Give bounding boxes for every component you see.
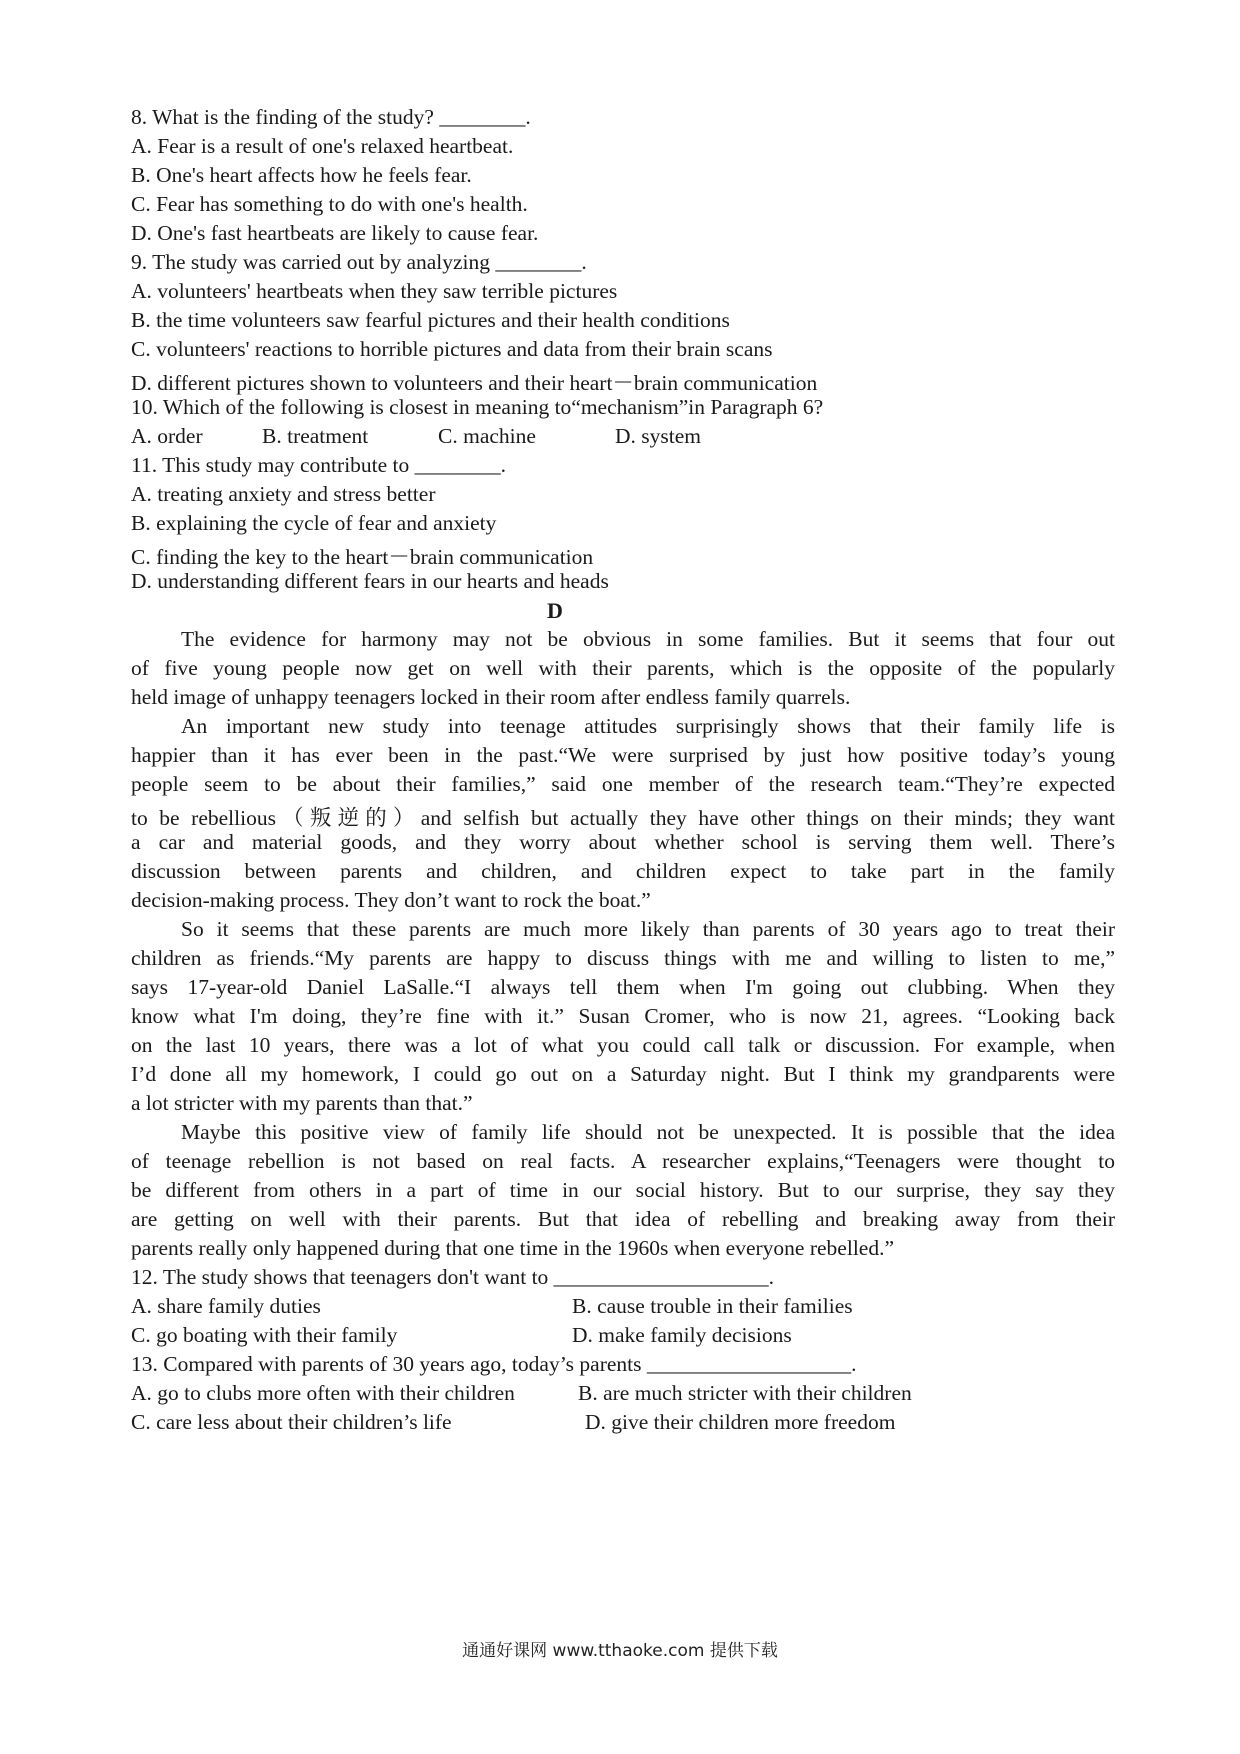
question-8-option-b: B. One's heart affects how he feels fear. bbox=[131, 163, 472, 187]
paragraph-2-line: An important new study into teenage attitudes surprisingly shows that their family life is bbox=[181, 714, 1115, 738]
paragraph-2-line: decision-making process. They don’t want to rock the boat.” bbox=[131, 888, 651, 912]
paragraph-1-line: of five young people now get on well with their parents, which is the opposite of the popularly bbox=[131, 656, 1115, 680]
paragraph-2-line: a car and material goods, and they worry about whether school is serving them well. There’s bbox=[131, 830, 1115, 854]
question-10-stem: 10. Which of the following is closest in meaning to“mechanism”in Paragraph 6? bbox=[131, 395, 824, 419]
paragraph-4-line: be different from others in a part of time in our social history. But to our surprise, they say they bbox=[131, 1178, 1115, 1202]
paragraph-4-line: Maybe this positive view of family life should not be unexpected. It is possible that the idea bbox=[181, 1120, 1115, 1144]
paragraph-3-line: know what I'm doing, they’re fine with it.” Susan Cromer, who is now 21, agrees. “Looking back bbox=[131, 1004, 1115, 1028]
paragraph-2-line: happier than it has ever been in the past.“We were surprised by just how positive today’s young bbox=[131, 743, 1115, 767]
question-10-option-c: C. machine bbox=[438, 424, 536, 448]
question-9-option-a: A. volunteers' heartbeats when they saw terrible pictures bbox=[131, 279, 618, 303]
paragraph-3-line: children as friends.“My parents are happy to discuss things with me and willing to listen to me,” bbox=[131, 946, 1115, 970]
question-9-option-c: C. volunteers' reactions to horrible pictures and data from their brain scans bbox=[131, 337, 773, 361]
paragraph-3-line: I’d done all my homework, I could go out on a Saturday night. But I think my grandparents were bbox=[131, 1062, 1115, 1086]
paragraph-4-line: parents really only happened during that one time in the 1960s when everyone rebelled.” bbox=[131, 1236, 894, 1260]
question-13-option-c: C. care less about their children’s life bbox=[131, 1410, 452, 1434]
question-9-stem: 9. The study was carried out by analyzing ________. bbox=[131, 250, 587, 274]
question-11-stem: 11. This study may contribute to ________. bbox=[131, 453, 507, 477]
section-d-heading: D bbox=[547, 598, 563, 623]
paragraph-3-line: on the last 10 years, there was a lot of what you could call talk or discussion. For example, when bbox=[131, 1033, 1115, 1057]
paragraph-1-line: held image of unhappy teenagers locked in their room after endless family quarrels. bbox=[131, 685, 851, 709]
question-10-option-d: D. system bbox=[615, 424, 701, 448]
paragraph-1-line: The evidence for harmony may not be obvious in some families. But it seems that four out bbox=[181, 627, 1115, 651]
question-11-option-b: B. explaining the cycle of fear and anxiety bbox=[131, 511, 497, 535]
paragraph-2-line: to be rebellious（叛逆的）and selfish but actually they have other things on their minds; they want bbox=[131, 806, 1115, 830]
paragraph-4-line: are getting on well with their parents. But that idea of rebelling and breaking away from their bbox=[131, 1207, 1115, 1231]
paragraph-4-line: of teenage rebellion is not based on real facts. A researcher explains,“Teenagers were thought to bbox=[131, 1149, 1115, 1173]
question-9-option-b: B. the time volunteers saw fearful pictures and their health conditions bbox=[131, 308, 730, 332]
question-12-option-c: C. go boating with their family bbox=[131, 1323, 398, 1347]
paragraph-3-line: So it seems that these parents are much more likely than parents of 30 years ago to treat their bbox=[181, 917, 1115, 941]
question-13-option-b: B. are much stricter with their children bbox=[578, 1381, 912, 1405]
question-11-option-a: A. treating anxiety and stress better bbox=[131, 482, 436, 506]
question-13-option-a: A. go to clubs more often with their children bbox=[131, 1381, 515, 1405]
question-8-option-c: C. Fear has something to do with one's health. bbox=[131, 192, 528, 216]
question-8-option-d: D. One's fast heartbeats are likely to cause fear. bbox=[131, 221, 539, 245]
paragraph-2-line: people seem to be about their families,” said one member of the research team.“They’re expected bbox=[131, 772, 1115, 796]
question-12-stem: 12. The study shows that teenagers don't want to ____________________. bbox=[131, 1265, 775, 1289]
question-13-option-d: D. give their children more freedom bbox=[585, 1410, 896, 1434]
question-9-option-d: D. different pictures shown to volunteers and their heart－brain communication bbox=[131, 371, 818, 395]
question-12-option-a: A. share family duties bbox=[131, 1294, 321, 1318]
paragraph-3-line: a lot stricter with my parents than that.” bbox=[131, 1091, 473, 1115]
question-12-option-d: D. make family decisions bbox=[572, 1323, 792, 1347]
question-11-option-c: C. finding the key to the heart－brain communication bbox=[131, 545, 594, 569]
question-8-option-a: A. Fear is a result of one's relaxed heartbeat. bbox=[131, 134, 514, 158]
question-13-stem: 13. Compared with parents of 30 years ago, today’s parents ___________________. bbox=[131, 1352, 857, 1376]
footer-credit: 通通好课网 www.tthaoke.com 提供下载 bbox=[462, 1641, 778, 1661]
paragraph-3-line: says 17-year-old Daniel LaSalle.“I always tell them when I'm going out clubbing. When they bbox=[131, 975, 1115, 999]
question-8-stem: 8. What is the finding of the study? ________. bbox=[131, 105, 531, 129]
question-10-option-b: B. treatment bbox=[262, 424, 369, 448]
question-11-option-d: D. understanding different fears in our hearts and heads bbox=[131, 569, 609, 593]
paragraph-2-line: discussion between parents and children, and children expect to take part in the family bbox=[131, 859, 1115, 883]
question-12-option-b: B. cause trouble in their families bbox=[572, 1294, 853, 1318]
question-10-option-a: A. order bbox=[131, 424, 203, 448]
